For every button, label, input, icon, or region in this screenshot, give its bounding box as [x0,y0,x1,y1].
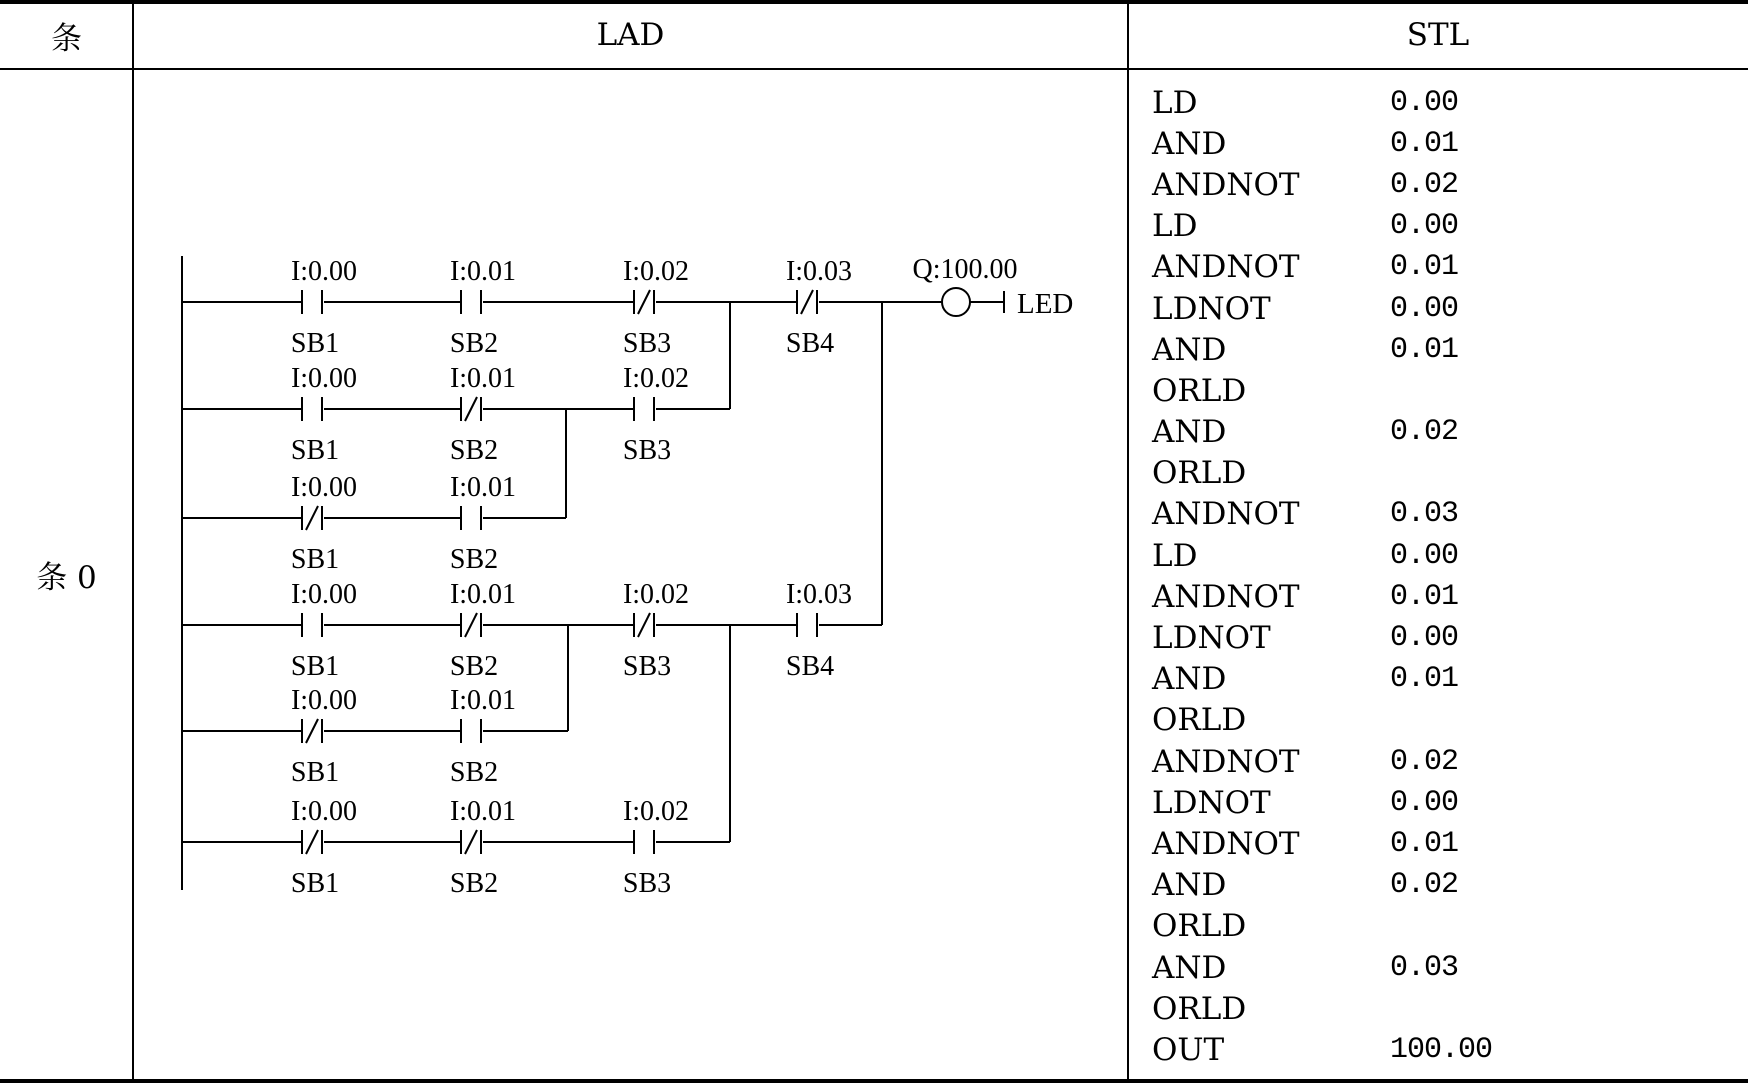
stl-row [1152,82,1732,123]
stl-arg: 0.01 [1390,126,1459,161]
stl-op: OUT [1152,1031,1225,1068]
stl-row [1152,782,1732,823]
contact-tag: SB3 [622,328,672,359]
header-stl: STL [1406,17,1470,53]
stl-op: LD [1152,208,1198,245]
contact-tag: SB2 [449,328,499,359]
stl-op: LD [1152,84,1198,121]
stl-arg: 0.00 [1390,85,1459,120]
stl-row [1152,659,1732,700]
contact-address: I:0.01 [449,579,517,610]
stl-op: ANDNOT [1152,578,1300,615]
nc-slash [465,397,477,421]
contact-address: I:0.00 [290,256,358,287]
stl-arg: 0.01 [1390,250,1459,285]
contact-nc [623,579,689,682]
stl-op: AND [1152,125,1227,162]
contact-address: I:0.02 [622,363,690,394]
contact-tag: SB1 [290,651,340,682]
contact-tag: SB1 [290,435,340,466]
stl-row [1152,535,1732,576]
nc-slash [465,613,477,637]
stl-op: AND [1152,661,1227,698]
stl-row [1152,288,1732,329]
nc-slash [465,830,477,854]
stl-arg: 0.01 [1390,662,1459,697]
nc-slash [306,830,318,854]
contact-no [450,685,516,788]
stl-row [1152,164,1732,205]
stl-row [1152,494,1732,535]
contact-address: I:0.01 [449,796,517,827]
contact-no [291,363,357,466]
stl-op: AND [1152,867,1227,904]
stl-arg: 0.01 [1390,826,1459,861]
stl-row [1152,370,1732,411]
nc-slash [638,613,650,637]
nc-slash [306,719,318,743]
contact-nc [623,256,689,359]
contact-nc [291,472,357,575]
contact-nc [450,363,516,466]
stl-op: ANDNOT [1152,743,1300,780]
stl-op: ORLD [1152,908,1247,945]
stl-op: ORLD [1152,455,1247,492]
stl-op: AND [1152,331,1227,368]
stl-op: LD [1152,537,1198,574]
stl-row [1152,247,1732,288]
stl-arg: 0.00 [1390,538,1459,573]
contact-no [786,579,852,682]
stl-row [1152,906,1732,947]
contact-address: I:0.03 [785,256,853,287]
contact-address: I:0.01 [449,472,517,503]
stl-row [1152,1029,1732,1070]
stl-row [1152,617,1732,658]
coil-address: Q:100.00 [912,254,1018,285]
stl-row [1152,123,1732,164]
contact-tag: SB1 [290,328,340,359]
stl-arg: 0.03 [1390,950,1459,985]
contact-tag: SB1 [290,544,340,575]
contact-address: I:0.01 [449,256,517,287]
stl-listing [1152,82,1732,1071]
contact-no [291,579,357,682]
stl-op: LDNOT [1152,290,1271,327]
coil-tag: LED [1017,288,1074,320]
stl-op: ANDNOT [1152,496,1300,533]
stl-op: ORLD [1152,702,1247,739]
contact-address: I:0.02 [622,256,690,287]
stl-op: ORLD [1152,372,1247,409]
header-lad: LAD [596,17,665,53]
nc-slash [801,290,813,314]
stl-row [1152,329,1732,370]
stl-row [1152,206,1732,247]
stl-row [1152,823,1732,864]
contact-no [623,363,689,466]
contact-tag: SB2 [449,757,499,788]
contact-address: I:0.02 [622,796,690,827]
stl-row [1152,453,1732,494]
stl-arg: 0.02 [1390,868,1459,903]
stl-row [1152,947,1732,988]
nc-slash [306,506,318,530]
stl-row [1152,412,1732,453]
stl-arg: 0.01 [1390,579,1459,614]
contact-no [450,472,516,575]
contact-tag: SB1 [290,868,340,899]
contact-tag: SB2 [449,435,499,466]
stl-row [1152,576,1732,617]
contact-nc [291,685,357,788]
stl-arg: 0.02 [1390,744,1459,779]
contact-address: I:0.00 [290,685,358,716]
stl-arg: 0.01 [1390,332,1459,367]
output-coil [942,288,970,316]
contact-nc [450,796,516,899]
contact-no [623,796,689,899]
stl-op: LDNOT [1152,784,1271,821]
contact-tag: SB3 [622,435,672,466]
stl-op: ORLD [1152,990,1247,1027]
stl-arg: 100.00 [1390,1032,1493,1067]
stl-op: ANDNOT [1152,166,1300,203]
stl-arg: 0.00 [1390,209,1459,244]
nc-slash [638,290,650,314]
contact-address: I:0.00 [290,472,358,503]
stl-op: LDNOT [1152,620,1271,657]
contact-address: I:0.01 [449,363,517,394]
contact-address: I:0.00 [290,796,358,827]
contact-address: I:0.02 [622,579,690,610]
contact-nc [291,796,357,899]
stl-arg: 0.00 [1390,291,1459,326]
header-rung: 条 [51,20,82,57]
contact-tag: SB4 [785,328,835,359]
contact-nc [450,579,516,682]
stl-arg: 0.02 [1390,167,1459,202]
contact-no [450,256,516,359]
stl-arg: 0.00 [1390,785,1459,820]
stl-op: ANDNOT [1152,249,1300,286]
stl-row [1152,700,1732,741]
contact-address: I:0.03 [785,579,853,610]
stl-op: AND [1152,949,1227,986]
contact-tag: SB3 [622,868,672,899]
contact-address: I:0.00 [290,579,358,610]
stl-op: ANDNOT [1152,825,1300,862]
stl-row [1152,988,1732,1029]
contact-tag: SB1 [290,757,340,788]
stl-arg: 0.00 [1390,621,1459,656]
stl-row [1152,741,1732,782]
rung-label: 条 0 [36,559,97,596]
contact-tag: SB2 [449,651,499,682]
stl-row [1152,865,1732,906]
stl-op: AND [1152,414,1227,451]
stl-arg: 0.02 [1390,415,1459,450]
contact-tag: SB2 [449,544,499,575]
stl-arg: 0.03 [1390,497,1459,532]
contact-no [291,256,357,359]
contact-address: I:0.01 [449,685,517,716]
contact-tag: SB3 [622,651,672,682]
contact-address: I:0.00 [290,363,358,394]
contact-tag: SB2 [449,868,499,899]
contact-nc [786,256,852,359]
contact-tag: SB4 [785,651,835,682]
